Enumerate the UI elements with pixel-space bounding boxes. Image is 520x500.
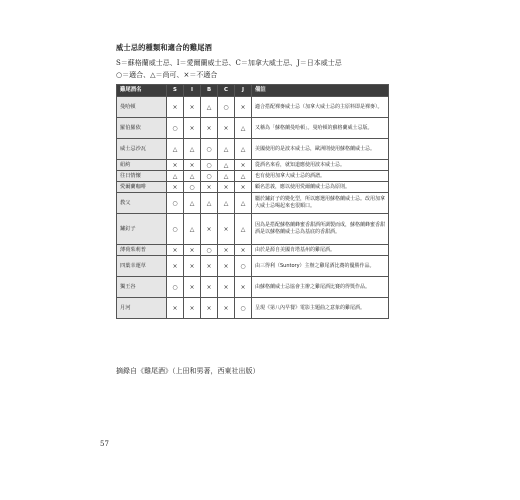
cocktail-note: 由蘇格蘭威士忌協會主辦之雞尾酒比賽的得獎作品。 — [252, 277, 389, 298]
mark-b: × — [201, 214, 218, 245]
mark-s: × — [167, 298, 184, 319]
mark-c: △ — [218, 171, 235, 182]
cocktail-note: 美國使用的是波本威士忌，歐洲則使用蘇格蘭威士忌。 — [252, 139, 389, 160]
cocktail-name: 羅伯羅依 — [117, 118, 167, 139]
cocktail-name: 四葉幸運草 — [117, 256, 167, 277]
mark-s: × — [167, 245, 184, 256]
mark-b: × — [201, 118, 218, 139]
mark-legend: ○＝適合、△＝尚可、×＝不適合 — [116, 71, 218, 79]
mark-j: × — [235, 182, 252, 193]
table-row — [117, 298, 389, 319]
table-row — [117, 214, 389, 245]
mark-s: × — [167, 182, 184, 193]
mark-b: × — [201, 298, 218, 319]
mark-i: × — [184, 245, 201, 256]
cocktail-note: 呈現《第八內早餐》電影主題曲之意象的雞尾酒。 — [252, 298, 389, 319]
mark-i: △ — [184, 214, 201, 245]
cocktail-note: 由於是源自美國肯塔基州的雞尾酒。 — [252, 245, 389, 256]
table-row — [117, 193, 389, 214]
header-note: 備註 — [252, 85, 389, 97]
mark-j: △ — [235, 171, 252, 182]
page-title: 威士忌的種類和適合的雞尾酒 — [116, 43, 213, 52]
cocktail-note: 又稱為「蘇格蘭曼哈頓」。曼哈頓的蘇格蘭威士忌版。 — [252, 118, 389, 139]
mark-b: △ — [201, 97, 218, 118]
mark-b: ○ — [201, 171, 218, 182]
mark-i: △ — [184, 193, 201, 214]
header-cocktail-name: 雞尾酒名 — [117, 85, 167, 97]
mark-b: △ — [201, 193, 218, 214]
mark-b: ○ — [201, 139, 218, 160]
page-number: 57 — [100, 440, 109, 448]
mark-s: × — [167, 97, 184, 118]
mark-b: ○ — [201, 160, 218, 171]
mark-i: × — [184, 298, 201, 319]
cocktail-name: 月河 — [117, 298, 167, 319]
cocktail-name: 往日情懷 — [117, 171, 167, 182]
mark-c: △ — [218, 193, 235, 214]
mark-c: × — [218, 298, 235, 319]
mark-i: △ — [184, 171, 201, 182]
header-s: S — [167, 85, 184, 97]
mark-s: ○ — [167, 193, 184, 214]
cocktail-note: 由三得利（Suntory）主辦之雞尾酒比賽的優勝作品。 — [252, 256, 389, 277]
cocktail-name: 威士忌沙瓦 — [117, 139, 167, 160]
cocktail-name: 紐約 — [117, 160, 167, 171]
cocktail-table — [116, 84, 389, 319]
mark-s: ○ — [167, 118, 184, 139]
table-row — [117, 160, 389, 171]
mark-i: × — [184, 160, 201, 171]
table-row — [117, 97, 389, 118]
cocktail-name: 教父 — [117, 193, 167, 214]
mark-j: × — [235, 277, 252, 298]
cocktail-name: 鏽釘子 — [117, 214, 167, 245]
mark-c: × — [218, 182, 235, 193]
mark-j: △ — [235, 118, 252, 139]
mark-j: ○ — [235, 298, 252, 319]
header-b: B — [201, 85, 218, 97]
header-j: J — [235, 85, 252, 97]
cocktail-note: 顧名思義，應以使用愛爾蘭威士忌為原則。 — [252, 182, 389, 193]
mark-i: △ — [184, 139, 201, 160]
mark-s: ○ — [167, 277, 184, 298]
mark-j: ○ — [235, 256, 252, 277]
mark-c: × — [218, 256, 235, 277]
cocktail-note: 適合搭配裸麥威士忌（加拿大威士忌的主原料即是裸麥）。 — [252, 97, 389, 118]
mark-c: ○ — [218, 97, 235, 118]
mark-c: × — [218, 214, 235, 245]
mark-i: ○ — [184, 182, 201, 193]
cocktail-name: 曼哈頓 — [117, 97, 167, 118]
mark-s: × — [167, 160, 184, 171]
mark-b: ○ — [201, 245, 218, 256]
mark-c: × — [218, 118, 235, 139]
mark-j: × — [235, 245, 252, 256]
mark-i: × — [184, 118, 201, 139]
cocktail-note: 也有使用加拿大威士忌的酒譜。 — [252, 171, 389, 182]
table-row — [117, 171, 389, 182]
mark-b: × — [201, 256, 218, 277]
mark-i: × — [184, 256, 201, 277]
table-row — [117, 277, 389, 298]
mark-b: × — [201, 182, 218, 193]
table-row — [117, 182, 389, 193]
cocktail-note: 屬於鏽釘子的變化型，所以應選用蘇格蘭威士忌。改用加拿大威士忌喝起來也很順口。 — [252, 193, 389, 214]
table-row — [117, 245, 389, 256]
mark-j: △ — [235, 214, 252, 245]
mark-s: △ — [167, 171, 184, 182]
mark-c: × — [218, 245, 235, 256]
mark-b: × — [201, 277, 218, 298]
mark-i: × — [184, 97, 201, 118]
cocktail-note: 從酒名來看，就知道應使用波本威士忌。 — [252, 160, 389, 171]
mark-c: × — [218, 277, 235, 298]
mark-i: × — [184, 277, 201, 298]
source-citation: 摘錄自《雞尾酒》（上田和男著，西東社出版） — [116, 367, 260, 375]
table-row — [117, 118, 389, 139]
mark-j: △ — [235, 139, 252, 160]
mark-j: × — [235, 160, 252, 171]
whisky-type-legend: S＝蘇格蘭威士忌、I＝愛爾蘭威士忌、C＝加拿大威士忌、J＝日本威士忌 — [116, 59, 342, 67]
mark-s: ○ — [167, 214, 184, 245]
cocktail-name: 薄荷茱莉普 — [117, 245, 167, 256]
mark-j: × — [235, 97, 252, 118]
cocktail-name: 愛爾蘭咖啡 — [117, 182, 167, 193]
table-header-row — [117, 85, 389, 97]
mark-c: △ — [218, 160, 235, 171]
header-c: C — [218, 85, 235, 97]
mark-s: △ — [167, 139, 184, 160]
cocktail-name: 獨王谷 — [117, 277, 167, 298]
table-row — [117, 139, 389, 160]
table-row — [117, 256, 389, 277]
mark-s: × — [167, 256, 184, 277]
cocktail-note: 因為是搭配蘇格蘭蜂蜜香甜酒所調製而成，蘇格蘭蜂蜜香甜酒是以蘇格蘭威士忌為基底的香甜酒。 — [252, 214, 389, 245]
mark-j: △ — [235, 193, 252, 214]
header-i: I — [184, 85, 201, 97]
mark-c: △ — [218, 139, 235, 160]
